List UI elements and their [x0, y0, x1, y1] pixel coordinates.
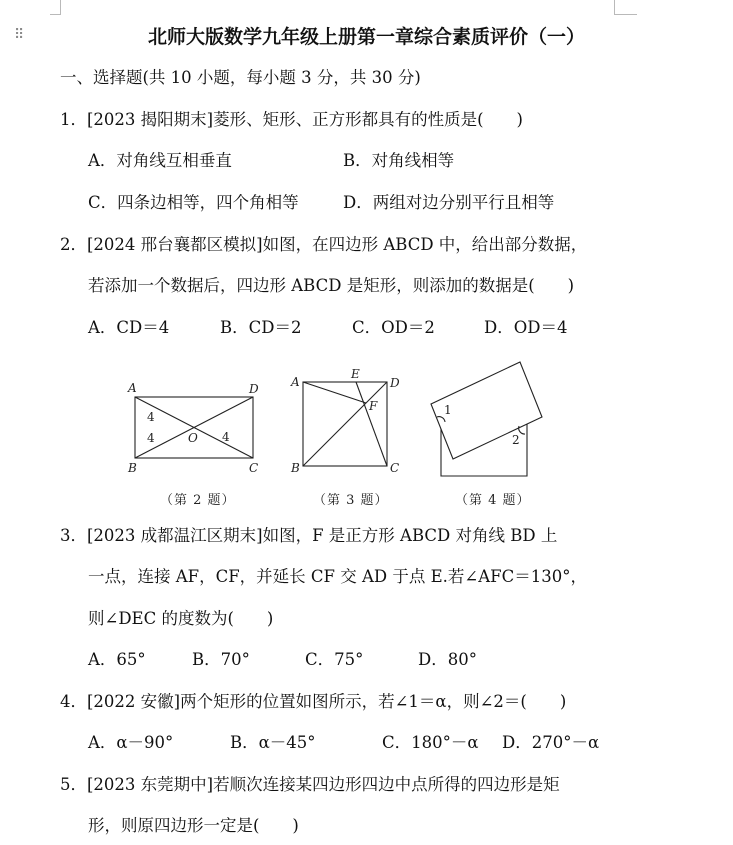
- fig3-segment-af: [303, 382, 366, 403]
- question-3-stem-line-1: 3．[2023 成都温江区期末]如图，F 是正方形 ABCD 对角线 BD 上: [60, 526, 558, 545]
- fig3-label-a: A: [291, 375, 300, 389]
- drag-handle-icon[interactable]: ⠿: [14, 27, 24, 43]
- question-2-option-a: A．CD＝4: [88, 318, 170, 337]
- question-2-stem-line-1: 2．[2024 邢台襄都区模拟]如图，在四边形 ABCD 中，给出部分数据，: [60, 235, 588, 254]
- fig2-label-oc-length: 4: [222, 430, 230, 444]
- question-5-stem-line-2: 形，则原四边形一定是( ): [88, 816, 299, 835]
- document-title: 北师大版数学九年级上册第一章综合素质评价（一）: [147, 26, 585, 48]
- fig3-diagonal-bd: [303, 382, 387, 466]
- page-corner-mark-left: [50, 0, 61, 15]
- question-2-option-c: C．OD＝2: [352, 318, 435, 337]
- question-4-option-a: A．α－90°: [88, 733, 174, 752]
- question-1-stem: 1．[2023 揭阳期末]菱形、矩形、正方形都具有的性质是( ): [60, 110, 523, 129]
- question-3-option-d: D．80°: [418, 650, 477, 669]
- question-2-option-b: B．CD＝2: [220, 318, 302, 337]
- question-4-option-b: B．α－45°: [230, 733, 316, 752]
- fig3-caption: （第 3 题）: [313, 493, 389, 508]
- fig2-label-b: B: [128, 461, 137, 475]
- fig2-label-d: D: [249, 382, 259, 396]
- fig2-label-a: A: [128, 381, 137, 395]
- question-1-option-b: B．对角线相等: [343, 151, 455, 170]
- fig4-caption: （第 4 题）: [455, 493, 531, 508]
- figures-row: [0, 360, 733, 515]
- question-3-stem-line-3: 则∠DEC 的度数为( ): [88, 609, 274, 628]
- section-heading: 一、选择题(共 10 小题，每小题 3 分，共 30 分): [60, 68, 421, 87]
- fig4-label-angle-2: 2: [512, 433, 520, 447]
- fig3-label-b: B: [291, 461, 300, 475]
- question-1-option-d: D．两组对边分别平行且相等: [343, 193, 555, 212]
- fig3-label-d: D: [390, 376, 400, 390]
- fig2-label-ao-length: 4: [147, 410, 155, 424]
- question-1-option-a: A．对角线互相垂直: [88, 151, 232, 170]
- figure-2: [135, 397, 253, 458]
- question-5-stem-line-1: 5．[2023 东莞期中]若顺次连接某四边形四边中点所得的四边形是矩: [60, 775, 560, 794]
- question-1-option-c: C．四条边相等，四个角相等: [88, 193, 299, 212]
- question-3-option-c: C．75°: [305, 650, 364, 669]
- fig4-label-angle-1: 1: [444, 403, 452, 417]
- figure-3: [303, 382, 387, 466]
- question-4-stem: 4．[2022 安徽]两个矩形的位置如图所示，若∠1＝α，则∠2＝( ): [60, 692, 567, 711]
- fig2-label-o: O: [188, 431, 198, 445]
- question-3-option-b: B．70°: [192, 650, 250, 669]
- question-4-option-c: C．180°－α: [382, 733, 479, 752]
- fig2-label-ab-length: 4: [147, 431, 155, 445]
- fig3-label-f: F: [369, 399, 378, 413]
- question-2-option-d: D．OD＝4: [484, 318, 568, 337]
- figure-4: [431, 362, 542, 476]
- fig3-segment-ce: [356, 382, 387, 466]
- question-2-stem-line-2: 若添加一个数据后，四边形 ABCD 是矩形，则添加的数据是( ): [88, 276, 575, 295]
- question-3-stem-line-2: 一点，连接 AF，CF，并延长 CF 交 AD 于点 E.若∠AFC＝130°，: [88, 567, 587, 586]
- page-corner-mark-right: [614, 0, 637, 15]
- fig3-label-e: E: [351, 367, 360, 381]
- fig2-label-c: C: [249, 461, 259, 475]
- fig3-label-c: C: [390, 461, 400, 475]
- question-3-option-a: A．65°: [88, 650, 146, 669]
- question-4-option-d: D．270°－α: [502, 733, 600, 752]
- fig2-caption: （第 2 题）: [160, 493, 236, 508]
